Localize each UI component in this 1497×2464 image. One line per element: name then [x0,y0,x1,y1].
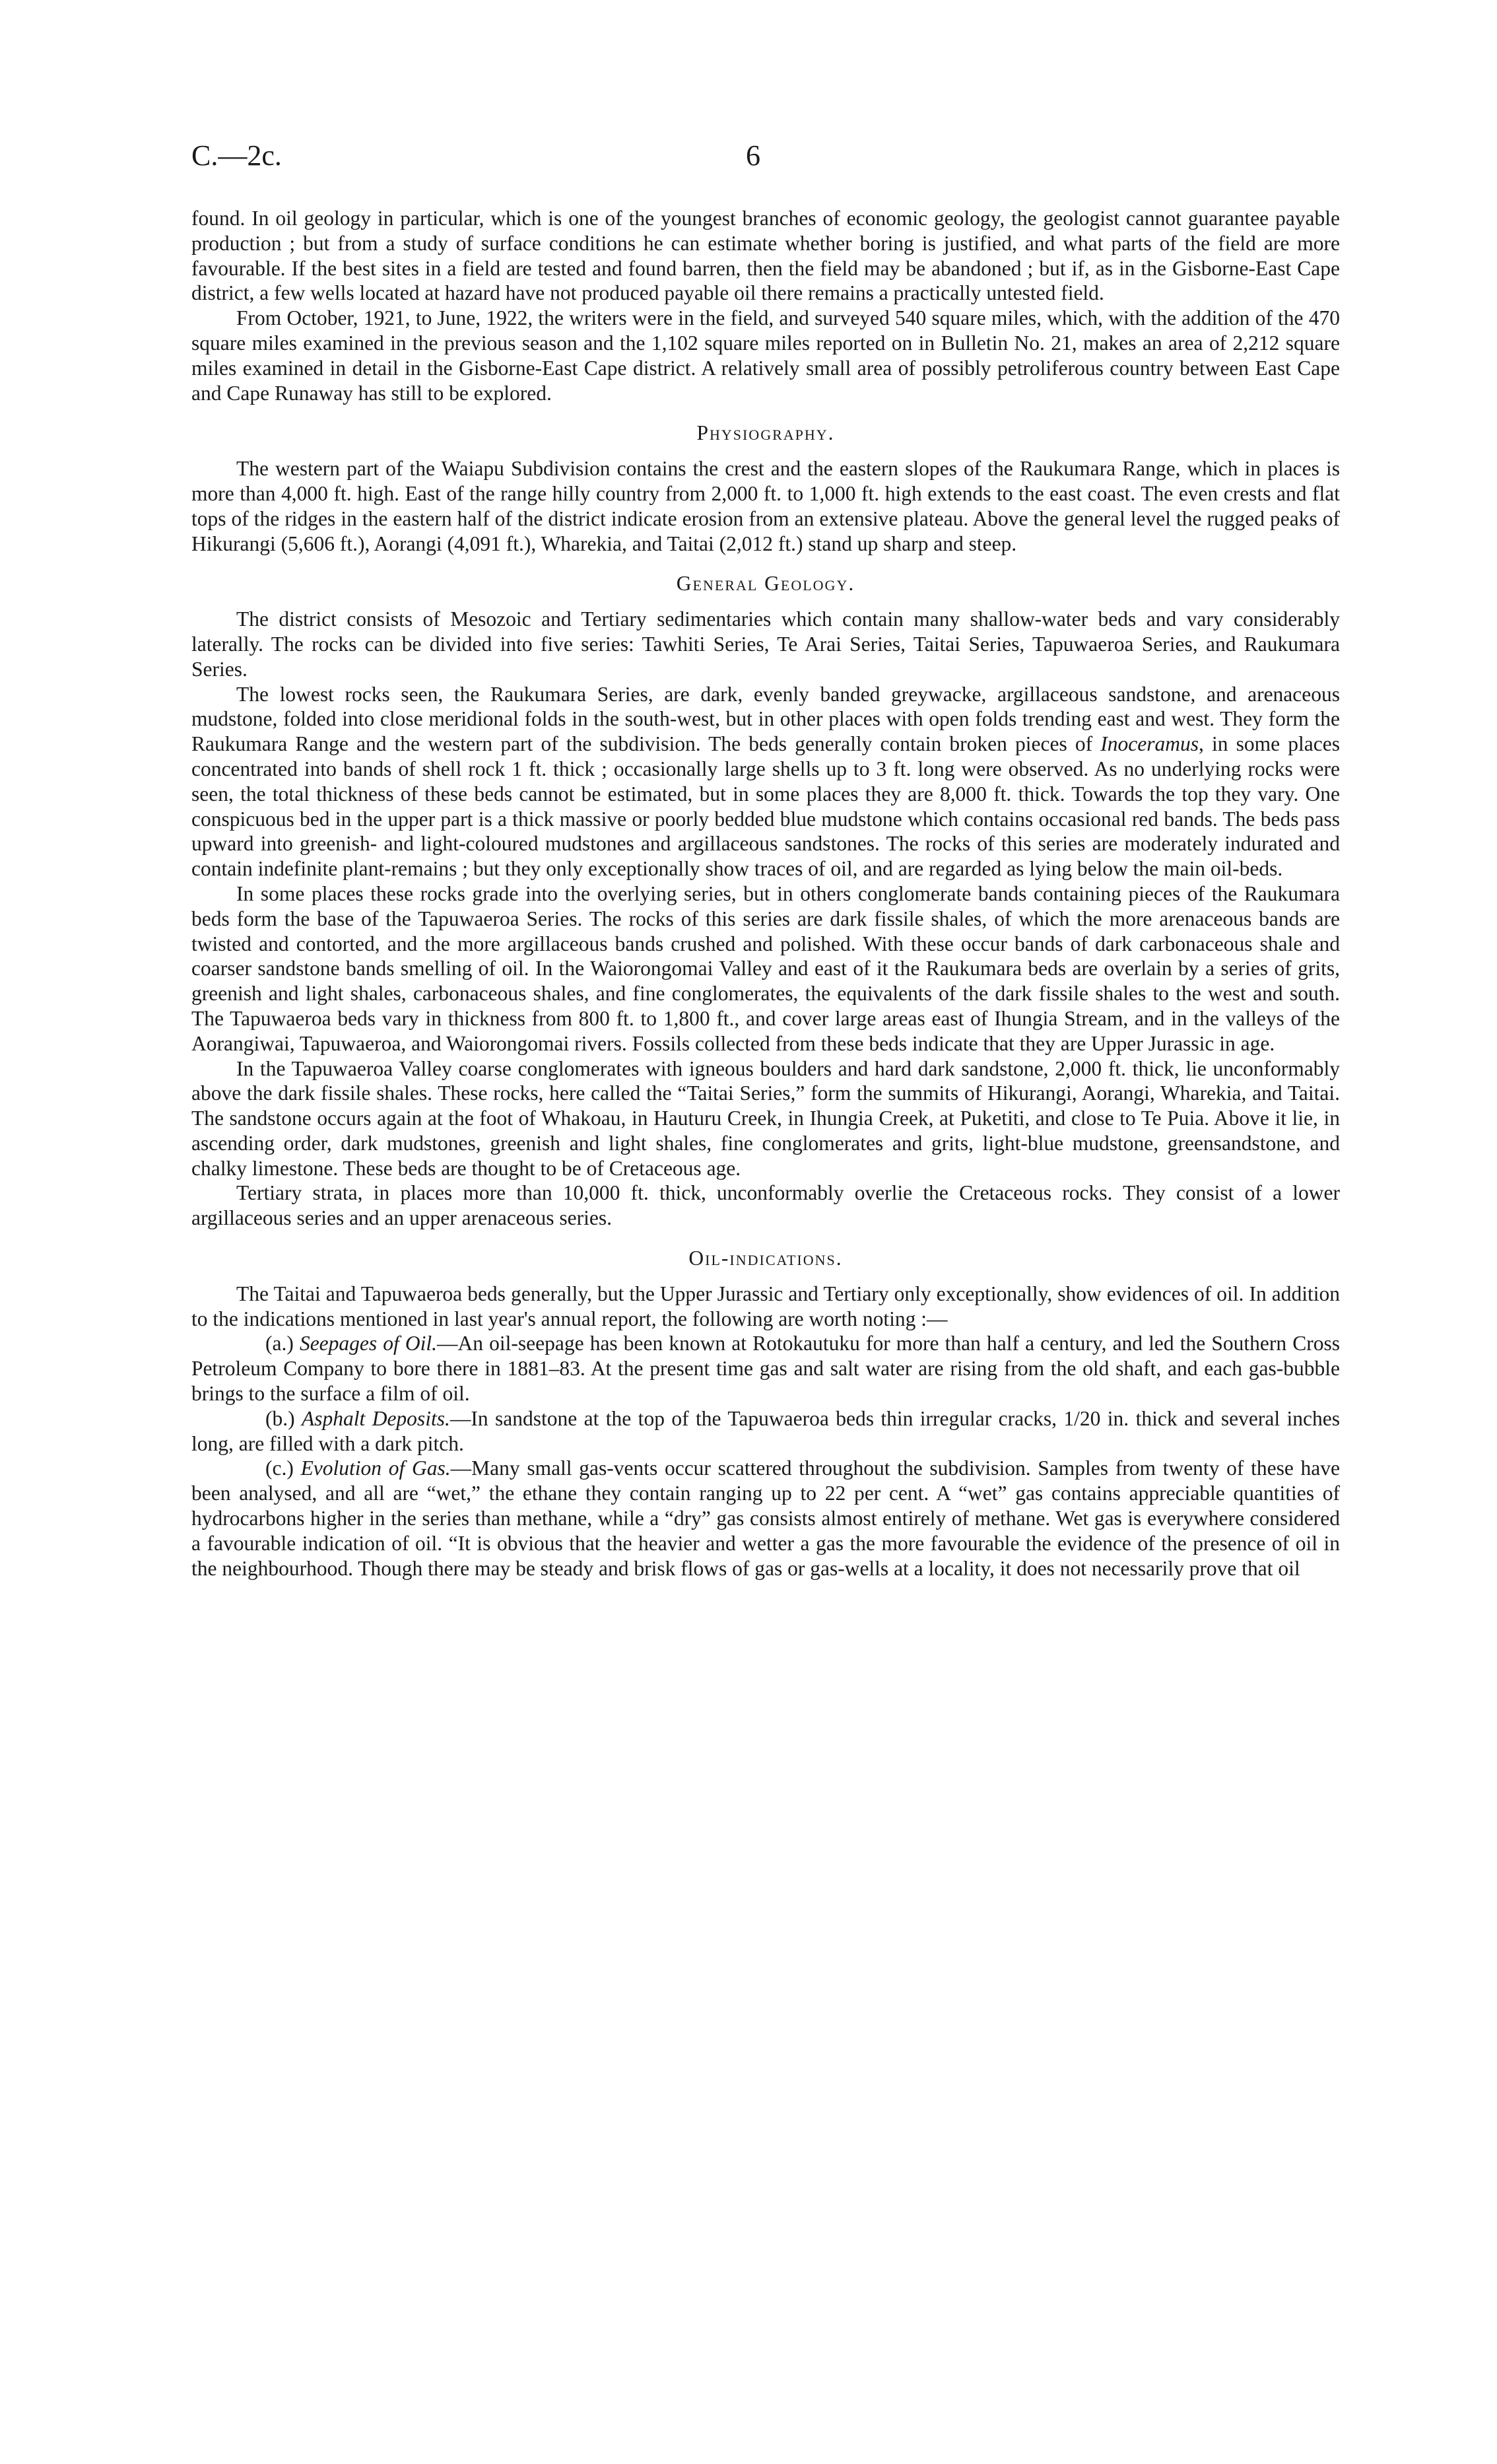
item-seepages-of-oil [191,1331,1340,1406]
document-page [191,139,1340,1581]
item-b-title: Asphalt Deposits. [302,1406,450,1430]
heading-physiography: Physiography. [696,421,835,445]
paragraph-tapuwaeroa-series: In some places these rocks grade into the overlying series, but in others conglomerate bands containing pieces of the Raukumara beds form the base of the Tapuwaeroa Series. The rocks of this series are dark fissile shales, of which the more arenaceous bands are twisted and contorted, and the more argillaceous bands crushed and polished. With these occur bands of dark carbonaceous shale and coarser sandstone bands smelling of oil. In the Waiorongomai Valley and east of it the Raukumara beds are overlain by a series of grits, greenish and light shales, carbonaceous shales, and fine conglomerates, the equivalents of the dark fissile shales to the west and south. The Tapuwaeroa beds vary in thickness from 800 ft. to 1,800 ft., and cover large areas east of Ihungia Stream, and in the valleys of the Aorangiwai, Tapuwaeroa, and Waiorongomai rivers. Fossils collected from these beds indicate that they are Upper Jurassic in age. [191,881,1340,1055]
item-c-text: —Many small gas-vents occur scattered throughout the subdivision. Samples from twenty of these have been analysed, and all are “wet,” the ethane they contain ranging up to 22 per cent. A “wet” gas contains appreciable quantities of hydrocarbons higher in the series than methane, while a “dry” gas consists almost entirely of methane. Wet gas is everywhere considered a favourable indication of oil. “It is obvious that the heavier and wetter a gas the more favourable the evidence of the presence of oil in the neighbourhood. Though there may be steady and brisk flows of gas or gas-wells at a locality, it does not necessarily prove that oil [191,1456,1340,1580]
paragraph-survey-area: From October, 1921, to June, 1922, the writers were in the field, and surveyed 540 square miles, which, with the addition of the 470 square miles examined in the previous season and the 1,102 square miles reported on in Bulletin No. 21, makes an area of 2,212 square miles examined in detail in the Gisborne-East Cape district. A relatively small area of possibly petroliferous country between East Cape and Cape Runaway has still to be explored. [191,306,1340,405]
item-a-text: —An oil-seepage has been known at Rotokautuku for more than half a century, and led the Southern Cross Petroleum Company to bore there in 1881–83. At the present time gas and salt water are rising from the old shaft, and each gas-bubble brings to the surface a film of oil. [191,1332,1340,1406]
item-asphalt-deposits [191,1406,1340,1456]
paragraph-physiography: The western part of the Waiapu Subdivision contains the crest and the eastern slopes of the Raukumara Range, which in places is more than 4,000 ft. high. East of the range hilly country from 2,000 ft. to 1,000 ft. high extends to the east coast. The even crests and flat tops of the ridges in the eastern half of the district indicate erosion from an extensive plateau. Above the general level the rugged peaks of Hikurangi (5,606 ft.), Aorangi (4,091 ft.), Wharekia, and Taitai (2,012 ft.) stand up sharp and steep. [191,457,1340,555]
heading-general-geology: General Geology. [676,572,855,596]
item-c-title: Evolution of Gas. [300,1456,451,1480]
item-a-label: (a.) [265,1332,300,1355]
item-evolution-of-gas [191,1456,1340,1581]
paragraph-taitai-series: In the Tapuwaeroa Valley coarse conglomerates with igneous boulders and hard dark sandstone, 2,000 ft. thick, lie unconformably above the dark fissile shales. These rocks, here called the “Taitai Series,” form the summits of Hikurangi, Aorangi, Wharekia, and Taitai. The sandstone occurs again at the foot of Whakoau, in Hauturu Creek, in Ihungia Creek, at Puketiti, and close to Te Puia. Above it lie, in ascending order, dark mudstones, greenish and light shales, fine conglomerates and grits, light-blue mudstone, greensandstone, and chalky limestone. These beds are thought to be of Cretaceous age. [191,1056,1340,1180]
raukumara-text-end: , in some places concentrated into bands of shell rock 1 ft. thick ; occasionally large shells up to 3 ft. long were observed. As no underlying rocks were seen, the total thickness of these beds cannot be estimated, but in some places they are 8,000 ft. thick. Towards the top they vary. One conspicuous bed in the upper part is a thick massive or poorly bedded blue mudstone which contains occasional red bands. The beds pass upward into greenish- and light-coloured mudstones and argillaceous sandstones. The rocks of this series are moderately indurated and contain indefinite plant-remains ; but they only exceptionally show traces of oil, and are regarded as lying below the main oil-beds. [191,732,1340,881]
item-b-label: (b.) [265,1406,302,1430]
heading-oil-indications: Oil-indications. [688,1247,843,1270]
paragraph-raukumara-series [191,682,1340,881]
body-text [191,206,1340,1581]
page-number: 6 [746,139,760,172]
document-reference: C.—2c. [191,139,282,172]
paragraph-tertiary-strata: Tertiary strata, in places more than 10,000 ft. thick, unconformably overlie the Cretaceous rocks. They consist of a lower argillaceous series and an upper arenaceous series. [191,1181,1340,1230]
raukumara-text-start: The lowest rocks seen, the Raukumara Series, are dark, evenly banded greywacke, argillaceous sandstone, and arenaceous mudstone, folded into close meridional folds in the south-west, but in other places with open folds trending east and west. They form the Raukumara Range and the western part of the subdivision. The beds generally contain broken pieces of [191,682,1340,756]
paragraph-oil-evidence: The Taitai and Tapuwaeroa beds generally, but the Upper Jurassic and Tertiary only exceptionally, show evidences of oil. In addition to the indications mentioned in last year's annual report, the following are worth noting :— [191,1282,1340,1330]
paragraph-geology-series: The district consists of Mesozoic and Tertiary sedimentaries which contain many shallow-water beds and vary considerably laterally. The rocks can be divided into five series: Tawhiti Series, Te Arai Series, Taitai Series, Tapuwaeroa Series, and Raukumara Series. [191,607,1340,681]
item-b-text: —In sandstone at the top of the Tapuwaeroa beds thin irregular cracks, 1/20 in. thick and several inches long, are filled with a dark pitch. [191,1406,1340,1455]
item-a-title: Seepages of Oil. [299,1332,438,1355]
item-c-label: (c.) [265,1456,301,1480]
inoceramus-term: Inoceramus [1100,732,1199,756]
page-header [191,139,1340,191]
paragraph-intro-continued: found. In oil geology in particular, which is one of the youngest branches of economic geology, the geologist cannot guarantee payable production ; but from a study of surface conditions he can estimate whether boring is justified, and what parts of the field are more favourable. If the best sites in a field are tested and found barren, then the field may be abandoned ; but if, as in the Gisborne-East Cape district, a few wells located at hazard have not produced payable oil there remains a practically untested field. [191,207,1340,305]
